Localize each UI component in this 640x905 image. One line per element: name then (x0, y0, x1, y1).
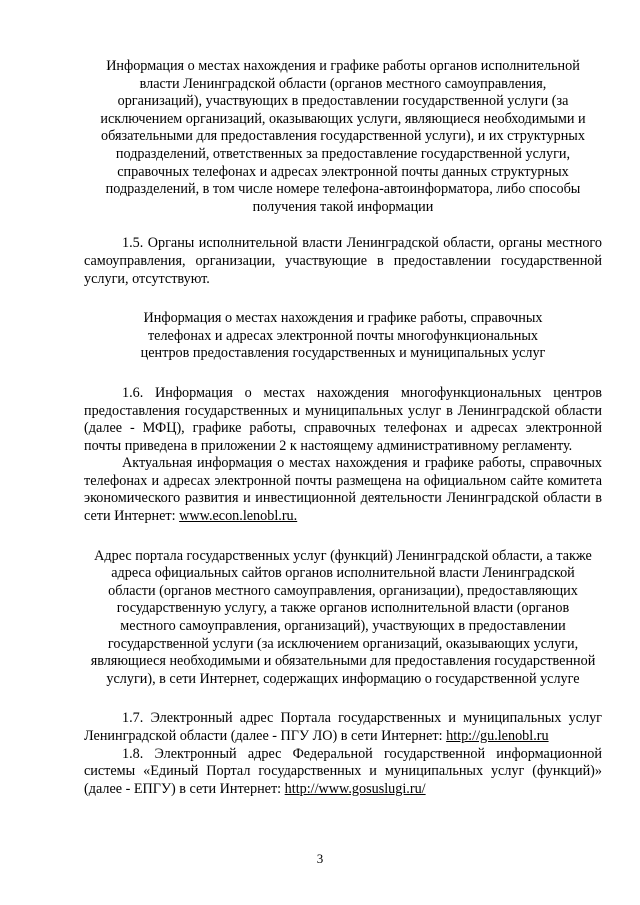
econ-lenobl-link[interactable]: www.econ.lenobl.ru. (179, 508, 298, 525)
paragraph-1-8-text: 1.8. Электронный адрес Федеральной государственной информационной системы «Единый Портал государственных и муниципальных услуг (функций)» (далее - ЕПГУ) в сети Интернет: (84, 745, 602, 797)
heading-mfc-info: Информация о местах нахождения и графике работы, справочных телефонах и адресах электронной почты многофункциональных центров предоставления государственных и муниципальных услуг (140, 310, 546, 362)
paragraph-1-5: 1.5. Органы исполнительной власти Ленинградской области, органы местного самоуправления, организации, участвующие в предоставлении государственной услуги, отсутствуют. (84, 235, 602, 287)
paragraph-1-6-actual (84, 455, 602, 525)
gu-lenobl-link[interactable]: http://gu.lenobl.ru (446, 728, 549, 744)
paragraph-1-7-text: 1.7. Электронный адрес Портала государственных и муниципальных услуг Ленинградской области (далее - ПГУ ЛО) в сети Интернет: (84, 710, 602, 744)
page-number: 3 (316, 851, 324, 866)
paragraph-1-6: 1.6. Информация о местах нахождения многофункциональных центров предоставления государственных и муниципальных услуг в Ленинградской области (далее - МФЦ), графике работы, справочных телефонах и адресах электронной почты приведена в приложении 2 к настоящему административному регламенту. (84, 384, 602, 454)
paragraph-1-6-actual-text: Актуальная информация о местах нахождения и графике работы, справочных телефонах и адресах электронной почты размещена на официальном сайте комитета экономического развития и инвестиционной деятельности Ленинградской области в сети Интернет: (84, 455, 602, 525)
document-body (84, 58, 602, 798)
heading-agencies-info: Информация о местах нахождения и графике работы органов исполнительной власти Ленинградской области (органов местного самоуправления, организаций), участвующих в предоставлении государственной услуги (за исключением организаций, оказывающих услуги, являющиеся необходимыми и обязательными для предоставления государственной услуги), и их структурных подразделений, ответственных за предоставление государственной услуги, справочных телефонах и адресах электронной почты данных структурных подразделений, в том числе номере телефона-автоинформатора, либо способы получения такой информации (100, 58, 586, 215)
paragraph-1-8 (84, 746, 602, 799)
heading-portal-addresses: Адрес портала государственных услуг (функций) Ленинградской области, а также адреса официальных сайтов органов исполнительной власти Ленинградской области (органов местного самоуправления, организации), предоставляющих государственную услугу, а также органов исполнительной власти (органов местного самоуправления, организаций), участвующих в предоставлении государственной услуги (за исключением организаций, оказывающих услуги, являющиеся необходимыми и обязательными для предоставления государственной услуги), в сети Интернет, содержащих информацию о государственной услуге (90, 547, 596, 687)
gosuslugi-link[interactable]: http://www.gosuslugi.ru/ (284, 780, 426, 797)
paragraph-1-7 (84, 710, 602, 745)
